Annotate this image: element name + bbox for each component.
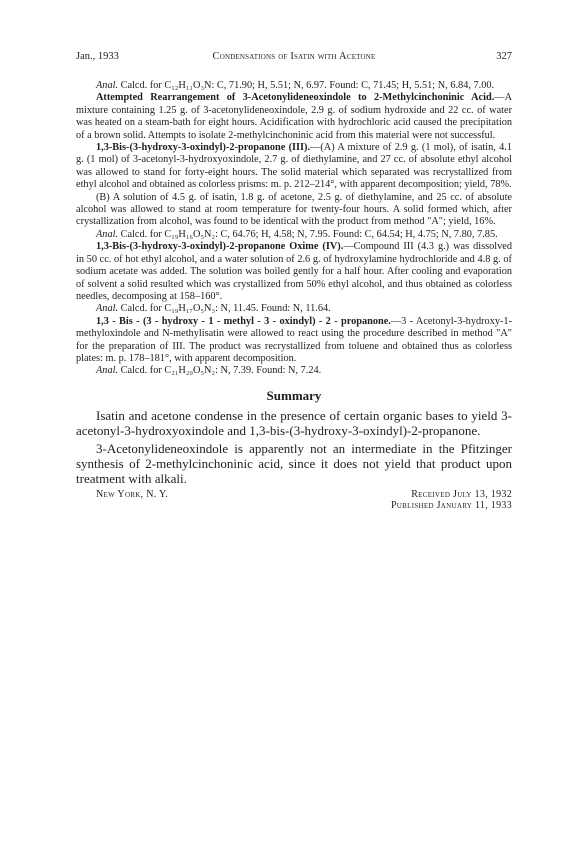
running-header (76, 51, 512, 65)
paragraph-method-b (76, 192, 512, 229)
header-date: Jan., 1933 (76, 51, 119, 62)
header-title: Condensations of Isatin with Acetone (212, 51, 376, 62)
summary-paragraph-1: Isatin and acetone condense in the presence of certain organic bases to yield 3-acetonyl-3-hydroxyoxindole and 1,3-bis-(3-hydroxy-3-oxindyl)-2-propanone. (76, 408, 512, 439)
analysis-3 (76, 303, 512, 315)
summary-heading: Summary (266, 387, 322, 403)
paragraph-text: —3 - Acetonyl-3-hydroxy-1-methyloxindole and N-methylisatin were allowed to react using the procedure described in method "A" for the preparation of III. The product was recrystallized from toluene and obtained thus as colorless plates: m. p. 178–181°, with apparent decomposition. (76, 315, 513, 364)
analysis-label: Anal. (96, 228, 119, 240)
analysis-text: Calcd. for C₁₉H₁₇O₅N₃: N, 11.45. Found: N, 11.64. (118, 303, 331, 315)
author-location: New York, N. Y. (96, 488, 169, 500)
published-date: Published January 11, 1933 (390, 500, 512, 512)
analysis-label: Anal. (96, 303, 119, 315)
paragraph-methyl (76, 316, 512, 366)
received-date: Received July 13, 1932 (411, 488, 512, 500)
analysis-1 (76, 80, 512, 92)
section-title: 1,3 - Bis - (3 - hydroxy - 1 - methyl - 3 - oxindyl) - 2 - propanone. (96, 315, 391, 327)
section-title: 1,3-Bis-(3-hydroxy-3-oxindyl)-2-propanone Oxime (IV). (96, 241, 344, 253)
paragraph-bis-propanone (76, 142, 512, 192)
analysis-text: Calcd. for C₁₉H₁₆O₅N₂: C, 64.76; H, 4.58; N, 7.95. Found: C, 64.54; H, 4.75; N, 7.80, 7.85. (118, 228, 498, 240)
dates-block (391, 489, 512, 512)
page-number: 327 (496, 51, 512, 62)
summary-paragraph-2: 3-Acetonylideneoxindole is apparently not an intermediate in the Pfitzinger synthesis of 2-methylcinchoninic acid, since it does not yield that product upon treatment with alkali. (76, 440, 512, 487)
section-title: 1,3-Bis-(3-hydroxy-3-oxindyl)-2-propanone (III). (96, 142, 311, 154)
paragraph-text: (B) A solution of 4.5 g. of isatin, 1.8 g. of acetone, 2.5 g. of diethylamine, and 25 cc. of absolute alcohol was allowed to stand at room temperature for twenty-four hours. A solid formed which, after crystallization from alcohol, was found to be identical with the product from method "A"; yield, 16%. (76, 191, 512, 228)
analysis-2 (76, 229, 512, 241)
paragraph-rearrangement (76, 92, 512, 142)
article-footer (76, 489, 512, 517)
analysis-4 (76, 365, 512, 377)
section-title: Attempted Rearrangement of 3-Acetonylideneoxindole to 2-Methylcinchoninic Acid. (96, 92, 495, 104)
analysis-text: Calcd. for C₂₁H₂₀O₅N₂: N, 7.39. Found: N, 7.24. (118, 365, 322, 377)
paragraph-text: —A mixture containing 1.25 g. of 3-acetonylideneoxindole, 2.9 g. of sodium hydroxide and 22 cc. of water was heated on a steam-bath for eight hours. Acidification with hydrochloric acid caused the precipitation of a brown solid. Attempts to isolate 2-methylcinchoninic acid from this material were not successful. (76, 92, 512, 141)
article-body (76, 80, 512, 517)
paragraph-text: —Compound III (4.3 g.) was dissolved in 50 cc. of hot ethyl alcohol, and a water solution of 2.6 g. of hydroxylamine hydrochloride and 4.8 g. of sodium acetate was added. The solution was boiled gently for a half hour. After cooling and evaporation of solvent a solid resulted which was crystallized from 50% ethyl alcohol, and thus obtained as colorless needles, decomposing at 158–160°. (76, 241, 512, 302)
analysis-text: Calcd. for C₁₂H₁₁O₃N: C, 71.90; H, 5.51; N, 6.97. Found: C, 71.45; H, 5.51; N, 6.84, 7.00. (118, 80, 495, 91)
paragraph-text: —(A) A mixture of 2.9 g. (1 mol), of isatin, 4.1 g. (1 mol) of 3-acetonyl-3-hydroxyoxindole, 2.7 g. of diethylamine, and 27 cc. of absolute ethyl alcohol was allowed to stand for forty-eight hours. The solid material which separated was recrystallized from ethyl alcohol and obtained as colorless prisms: m. p. 212–214°, with apparent decomposition; yield, 78%. (76, 142, 512, 191)
summary-section (76, 408, 512, 486)
paragraph-oxime (76, 241, 512, 303)
analysis-label: Anal. (96, 80, 119, 91)
analysis-label: Anal. (96, 365, 119, 377)
